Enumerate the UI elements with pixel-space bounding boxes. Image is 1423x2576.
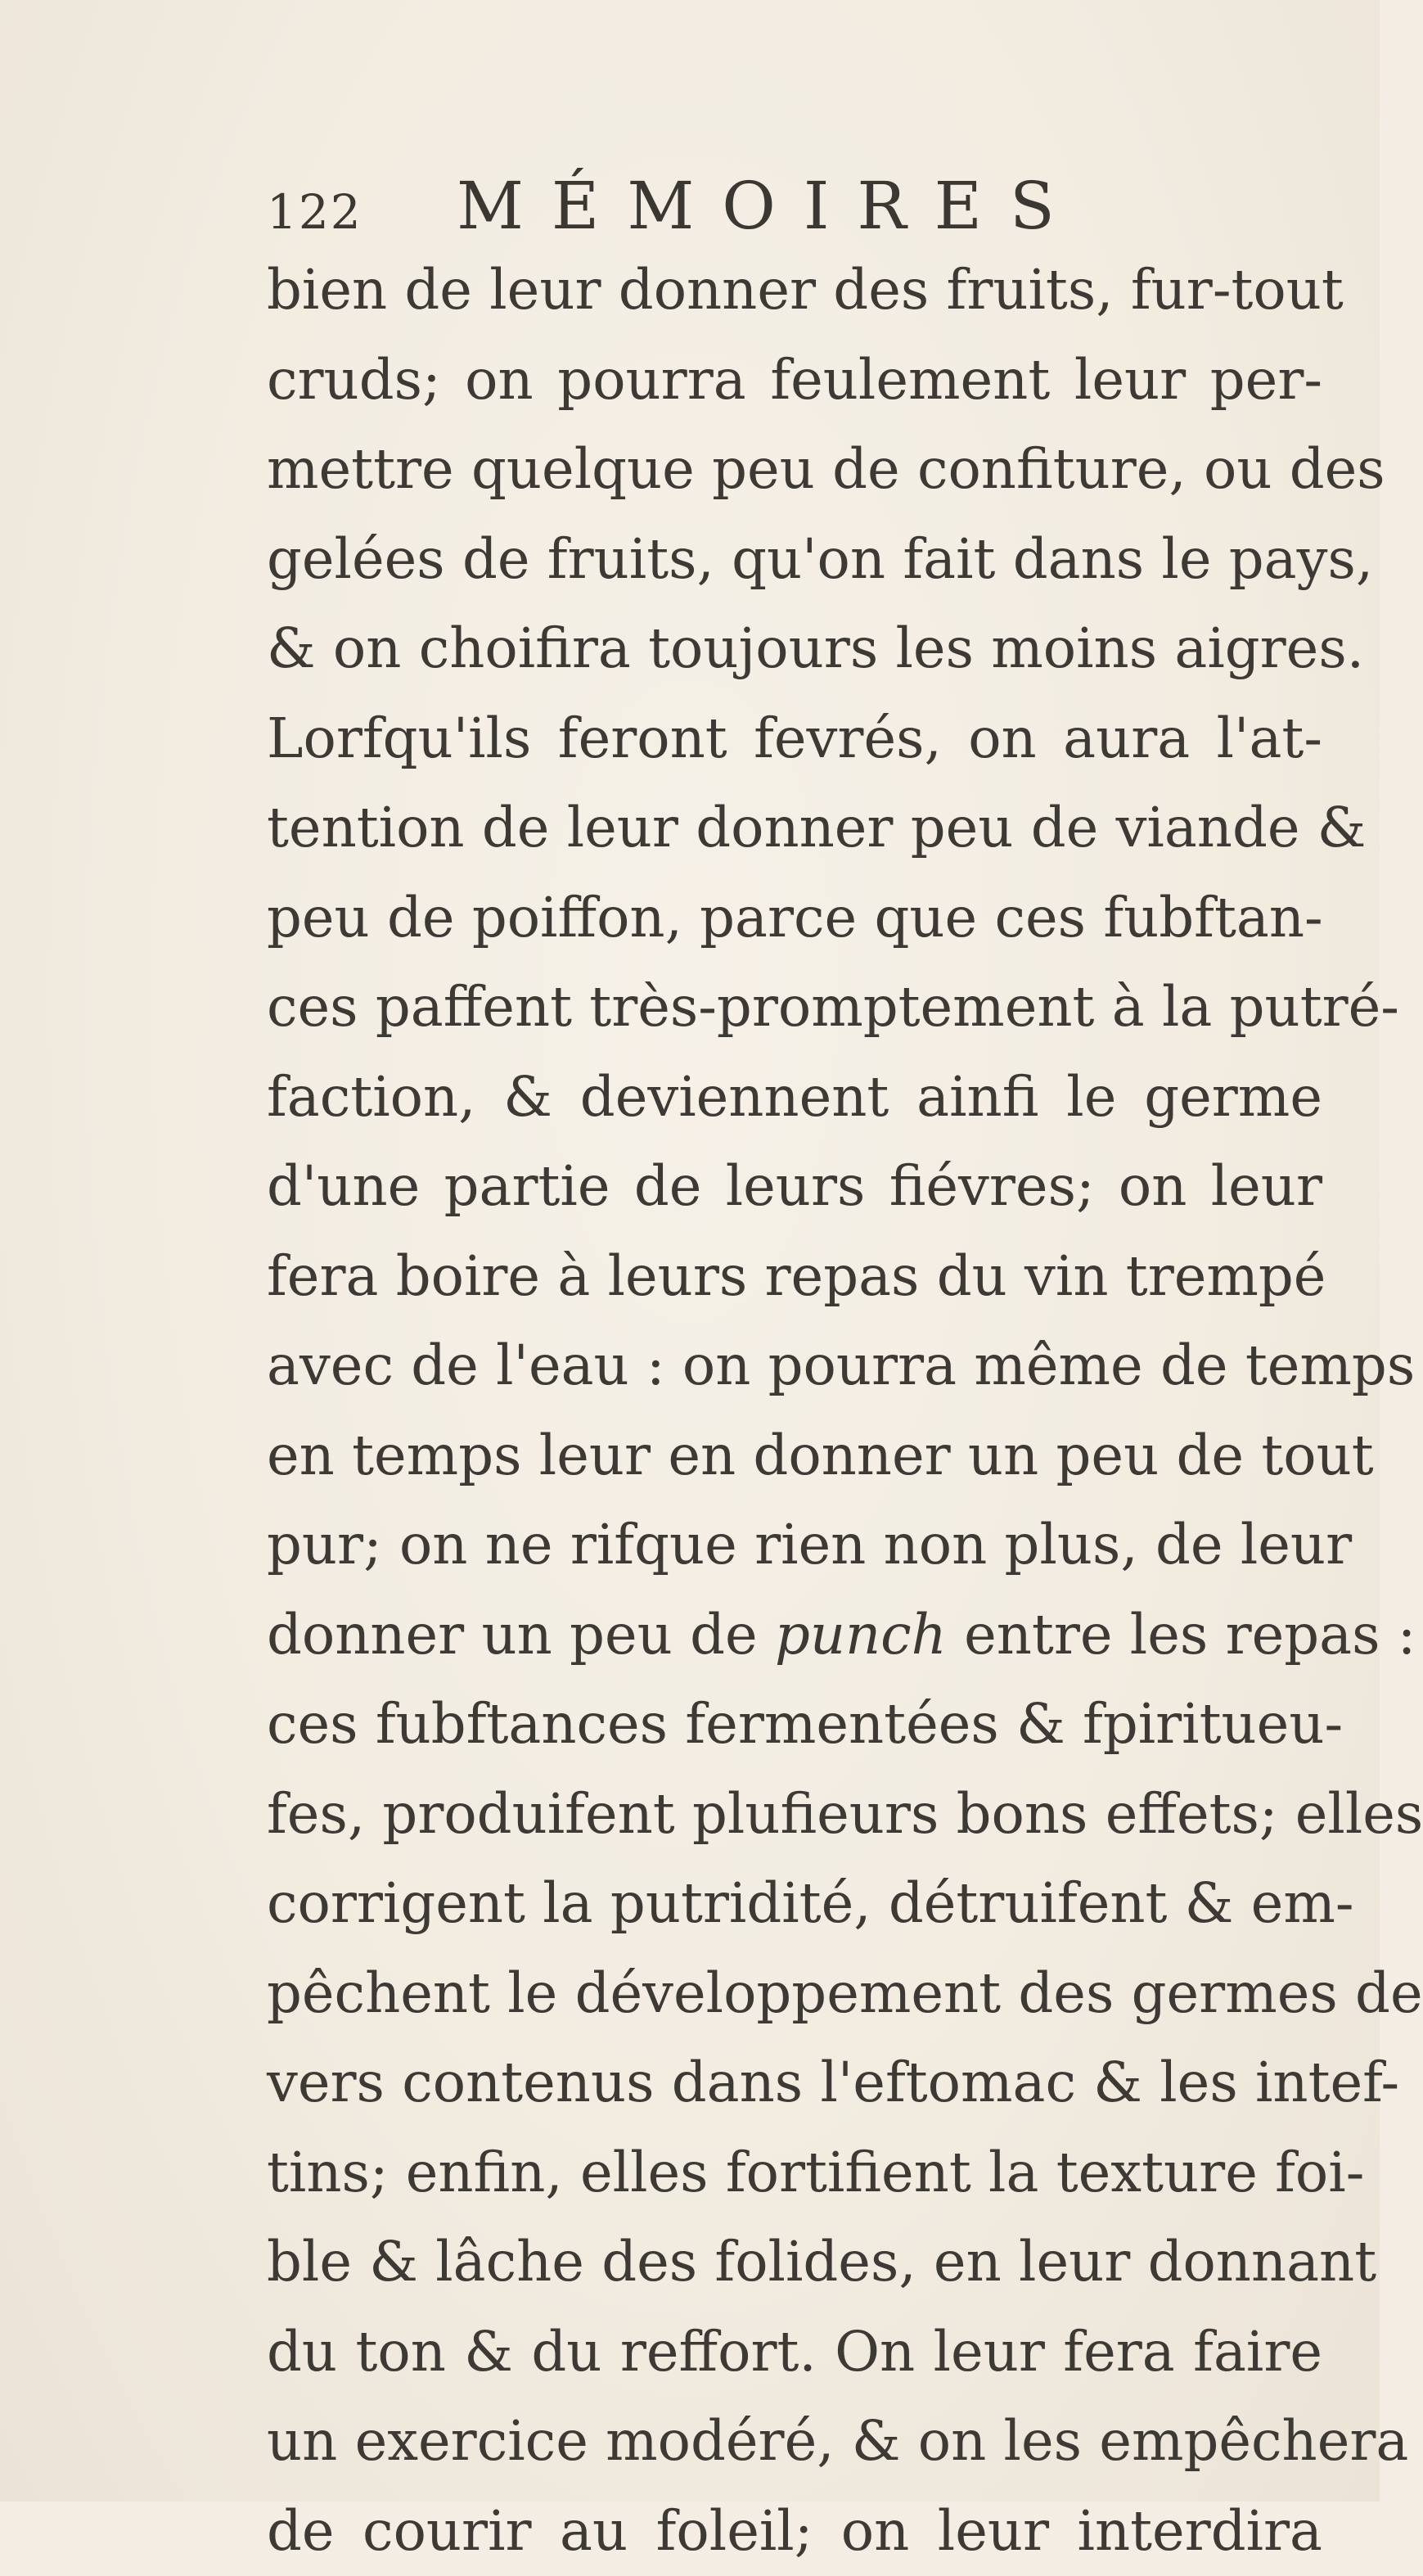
- text-line: gelées de fruits, qu'on fait dans le pays,: [267, 515, 1322, 605]
- text-line: fera boire à leurs repas du vin trempé: [267, 1232, 1322, 1322]
- text-line: cruds; on pourra feulement leur per-: [267, 336, 1322, 426]
- text-line: pur; on ne rifque rien non plus, de leur: [267, 1500, 1322, 1590]
- text-line: ble & lâche des folides, en leur donnant: [267, 2217, 1322, 2308]
- text-line: tins; enfin, elles fortifient la texture foi-: [267, 2128, 1322, 2218]
- page-number: 122: [267, 184, 363, 240]
- running-head: [267, 168, 1052, 241]
- text-line: tention de leur donner peu de viande &: [267, 783, 1322, 873]
- text-line: ces fubftances fermentées & fpiritueu-: [267, 1680, 1322, 1770]
- text-line-head: donner un peu de: [267, 1603, 775, 1667]
- text-line: & on choifira toujours les moins aigres.: [267, 604, 1322, 694]
- text-line: avec de l'eau : on pourra même de temps: [267, 1321, 1322, 1411]
- italic-word: punch: [775, 1603, 947, 1667]
- text-line-with-italic: [267, 1590, 1322, 1680]
- body-text: [267, 246, 1322, 2576]
- text-line: du ton & du reffort. On leur fera faire: [267, 2308, 1322, 2398]
- text-line: mettre quelque peu de confiture, ou des: [267, 425, 1322, 515]
- text-line: vers contenus dans l'eftomac & les intef-: [267, 2038, 1322, 2128]
- text-line: corrigent la putridité, détruifent & em-: [267, 1859, 1322, 1949]
- text-line: en temps leur en donner un peu de tout: [267, 1411, 1322, 1501]
- running-title: MÉMOIRES: [457, 168, 1083, 244]
- text-line: faction, & deviennent ainfi le germe: [267, 1053, 1322, 1143]
- text-line: ces paffent très-promptement à la putré-: [267, 963, 1322, 1053]
- text-line: bien de leur donner des fruits, fur-tout: [267, 246, 1322, 336]
- text-line-tail: entre les repas :: [947, 1603, 1416, 1667]
- text-line: d'une partie de leurs fiévres; on leur: [267, 1142, 1322, 1232]
- text-line: pêchent le développement des germes de: [267, 1949, 1322, 2039]
- text-line: Lorfqu'ils feront fevrés, on aura l'at-: [267, 694, 1322, 784]
- text-line: un exercice modéré, & on les empêchera: [267, 2397, 1322, 2487]
- text-line: de courir au foleil; on leur interdira: [267, 2487, 1322, 2576]
- text-line: fes, produifent plufieurs bons effets; elles: [267, 1770, 1322, 1860]
- text-line: peu de poiffon, parce que ces fubftan-: [267, 873, 1322, 963]
